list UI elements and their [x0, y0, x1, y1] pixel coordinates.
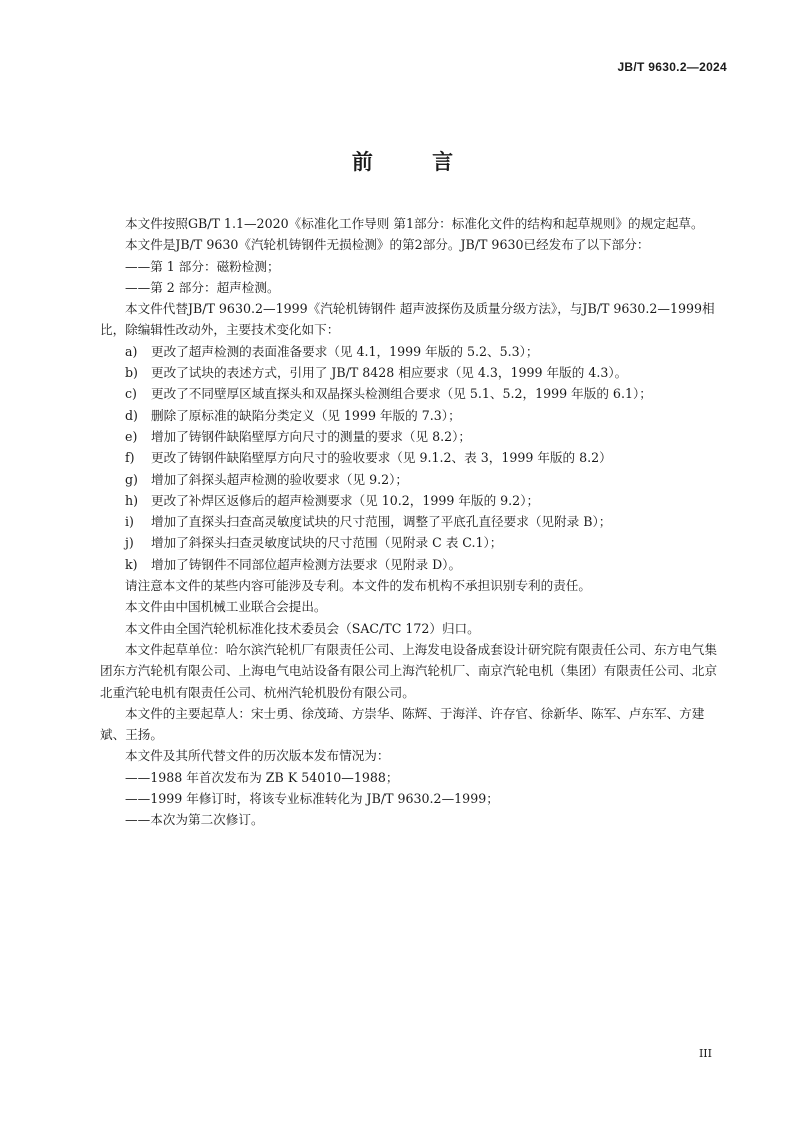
list-mark: a)	[125, 343, 138, 359]
paragraph-proposed-by: 本文件由中国机械工业联合会提出。	[125, 599, 327, 615]
list-item	[100, 490, 725, 511]
list-text: 更改了试块的表述方式，引用了 JB/T 8428 相应要求（见 4.3，1999 年版的 4.3）。	[151, 365, 628, 381]
list-item	[100, 511, 725, 532]
list-mark: j)	[125, 535, 134, 551]
list-mark: g)	[125, 471, 138, 487]
list-item	[100, 405, 725, 426]
list-mark: e)	[125, 428, 138, 444]
list-text: 删除了原标准的缺陷分类定义（见 1999 年版的 7.3）；	[151, 407, 461, 423]
part-item-2: ——第 2 部分：超声检测。	[125, 279, 280, 295]
page-number: III	[698, 1047, 712, 1060]
paragraph-centralized-by: 本文件由全国汽轮机标准化技术委员会（SAC/TC 172）归口。	[125, 620, 480, 636]
paragraph-part-info: 本文件是JB/T 9630《汽轮机铸钢件无损检测》的第2部分。JB/T 9630已经发布了以下部分：	[125, 237, 650, 253]
history-item-current: ——本次为第二次修订。	[125, 812, 264, 828]
paragraph-version-history: 本文件及其所代替文件的历次版本发布情况为：	[125, 748, 390, 764]
list-text: 增加了斜探头超声检测的验收要求（见 9.2）；	[151, 471, 409, 487]
list-item	[100, 532, 725, 553]
page-title: 前 言	[351, 150, 480, 174]
paragraph-drafting-rules: 本文件按照GB/T 1.1—2020《标准化工作导则 第1部分：标准化文件的结构和起草规则》的规定起草。	[125, 216, 704, 231]
list-item	[100, 554, 725, 575]
list-mark: c)	[125, 386, 137, 402]
history-item-1999: ——1999 年修订时，将该专业标准转化为 JB/T 9630.2—1999；	[125, 791, 499, 807]
list-text: 增加了铸钢件缺陷壁厚方向尺寸的测量的要求（见 8.2）；	[151, 428, 471, 444]
paragraph-drafters: 本文件的主要起草人：宋士勇、徐茂琦、方崇华、陈辉、于海洋、许存官、徐新华、陈军、卢东军、方建斌、王扬。	[100, 705, 705, 743]
list-mark: f)	[125, 450, 135, 466]
changes-list	[100, 341, 725, 575]
list-item	[100, 362, 725, 383]
list-text: 更改了铸钢件缺陷壁厚方向尺寸的验收要求（见 9.1.2、表 3，1999 年版的 8.2）	[151, 450, 612, 466]
document-body	[100, 213, 725, 831]
list-text: 增加了直探头扫查高灵敏度试块的尺寸范围，调整了平底孔直径要求（见附录 B）；	[151, 514, 612, 530]
paragraph-drafting-units: 本文件起草单位：哈尔滨汽轮机厂有限责任公司、上海发电设备成套设计研究院有限责任公司、东方电气集团东方汽轮机有限公司、上海电气电站设备有限公司上海汽轮机厂、南京汽轮电机（集团）有限责任公司、北京北重汽轮电机有限责任公司、杭州汽轮机股份有限公司。	[100, 641, 718, 700]
paragraph-replacement: 本文件代替JB/T 9630.2—1999《汽轮机铸钢件 超声波探伤及质量分级方法》，与JB/T 9630.2—1999相比，除编辑性改动外，主要技术变化如下：	[100, 301, 715, 338]
list-mark: i)	[125, 514, 134, 530]
list-item	[100, 426, 725, 447]
list-text: 更改了超声检测的表面准备要求（见 4.1，1999 年版的 5.2、5.3）；	[151, 343, 539, 359]
list-mark: b)	[125, 365, 138, 381]
list-mark: d)	[125, 407, 138, 423]
list-item	[100, 383, 725, 404]
history-item-1988: ——1988 年首次发布为 ZB K 54010—1988；	[125, 769, 399, 785]
list-text: 更改了补焊区返修后的超声检测要求（见 10.2，1999 年版的 9.2）；	[151, 492, 540, 508]
list-mark: h)	[125, 492, 139, 508]
paragraph-patent-notice: 请注意本文件的某些内容可能涉及专利。本文件的发布机构不承担识别专利的责任。	[125, 578, 591, 594]
list-text: 增加了斜探头扫查灵敏度试块的尺寸范围（见附录 C 表 C.1）；	[151, 535, 503, 551]
list-text: 增加了铸钢件不同部位超声检测方法要求（见附录 D）。	[151, 556, 462, 572]
list-item	[100, 341, 725, 362]
list-item	[100, 447, 725, 468]
standard-code: JB/T 9630.2—2024	[617, 60, 727, 74]
list-mark: k)	[125, 556, 138, 572]
list-item	[100, 469, 725, 490]
list-text: 更改了不同壁厚区域直探头和双晶探头检测组合要求（见 5.1、5.2，1999 年版的 6.1）；	[151, 386, 652, 402]
part-item-1: ——第 1 部分：磁粉检测；	[125, 258, 280, 274]
